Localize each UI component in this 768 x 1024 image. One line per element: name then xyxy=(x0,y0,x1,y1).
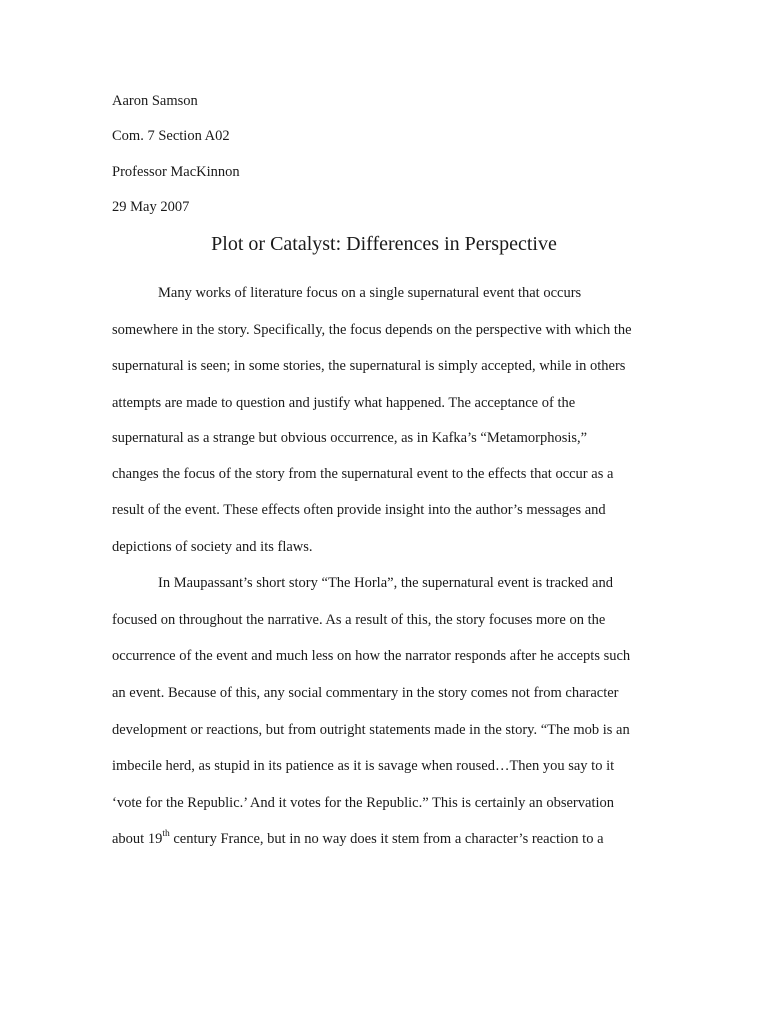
paragraph-line: In Maupassant’s short story “The Horla”, the supernatural event is tracked and xyxy=(158,575,613,591)
paragraph-line: attempts are made to question and justify what happened. The acceptance of the xyxy=(112,395,576,411)
document-title: Plot or Catalyst: Differences in Perspective xyxy=(211,233,557,255)
paragraph-line: occurrence of the event and much less on how the narrator responds after he accepts such xyxy=(112,648,631,664)
paragraph-line xyxy=(112,830,604,848)
paragraph-line: development or reactions, but from outright statements made in the story. “The mob is an xyxy=(112,722,630,738)
professor-name: Professor MacKinnon xyxy=(112,164,240,180)
paragraph-line: supernatural is seen; in some stories, the supernatural is simply accepted, while in others xyxy=(112,358,626,374)
paragraph-line: supernatural as a strange but obvious occurrence, as in Kafka’s “Metamorphosis,” xyxy=(112,430,588,446)
document-date: 29 May 2007 xyxy=(112,199,190,215)
paragraph-line: changes the focus of the story from the supernatural event to the effects that occur as a xyxy=(112,466,614,482)
paragraph-line: result of the event. These effects often provide insight into the author’s messages and xyxy=(112,502,606,518)
author-name: Aaron Samson xyxy=(112,93,198,109)
paragraph-line: focused on throughout the narrative. As a result of this, the story focuses more on the xyxy=(112,612,606,628)
paragraph-line: an event. Because of this, any social commentary in the story comes not from character xyxy=(112,685,619,701)
paragraph-line: ‘vote for the Republic.’ And it votes for the Republic.” This is certainly an observation xyxy=(112,795,615,811)
paragraph-line: Many works of literature focus on a single supernatural event that occurs xyxy=(158,285,582,301)
paragraph-line: depictions of society and its flaws. xyxy=(112,539,313,555)
ordinal-superscript: th xyxy=(162,829,170,840)
line-text-end: century France, but in no way does it stem from a character’s reaction to a xyxy=(169,831,604,847)
course-section: Com. 7 Section A02 xyxy=(112,128,230,144)
paragraph-line: imbecile herd, as stupid in its patience as it is savage when roused…Then you say to it xyxy=(112,758,615,774)
line-text-start: about 19 xyxy=(112,831,163,847)
paragraph-line: somewhere in the story. Specifically, the focus depends on the perspective with which the xyxy=(112,322,632,338)
